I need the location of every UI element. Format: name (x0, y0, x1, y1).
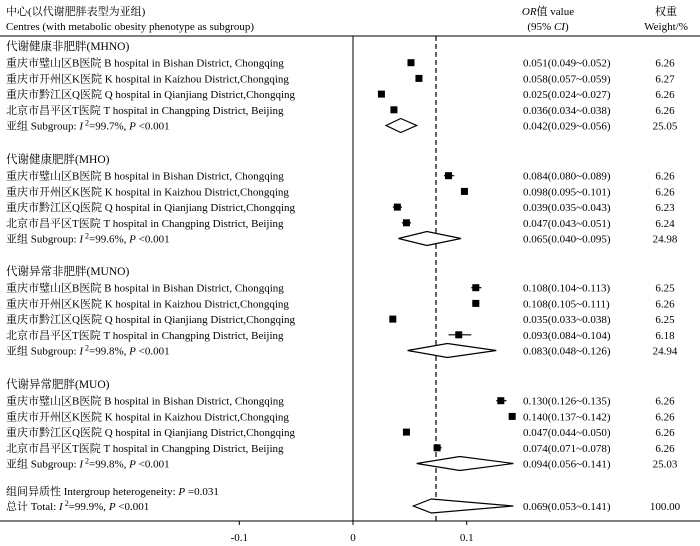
study-label: 北京市昌平区T医院 T hospital in Changping District, Beijing (6, 104, 284, 117)
study-label: 重庆市黔江区Q医院 Q hospital in Qianjiang District,Chongqing (6, 314, 296, 327)
study-point (434, 444, 441, 451)
subgroup-stat-label-p-letter: P (129, 345, 136, 358)
subgroup-stat-label-i2-sup: 2 (83, 231, 90, 240)
subgroup-stat-label-prefix: 亚组 Subgroup: (6, 458, 80, 471)
study-or-ci: 0.051(0.049~0.052) (523, 57, 611, 70)
study-weight: 6.25 (655, 314, 675, 327)
subgroup-stat-label-p-value: <0.001 (135, 345, 170, 358)
study-or-ci: 0.035(0.033~0.038) (523, 314, 611, 327)
study-point (407, 59, 414, 66)
heterogeneity-row (6, 484, 219, 498)
subgroup-stat-label-i2-letter: I (79, 120, 84, 133)
study-weight: 6.26 (655, 411, 675, 424)
overall-stat-label-i2-sup: 2 (62, 498, 69, 508)
study-label: 重庆市黔江区Q医院 Q hospital in Qianjiang District,Chongqing (6, 202, 296, 215)
subgroup-stat-label (6, 343, 170, 358)
study-point (390, 106, 397, 113)
study-or-ci: 0.108(0.104~0.113) (523, 282, 611, 295)
study-weight: 6.18 (655, 329, 675, 342)
study-row (6, 103, 675, 117)
overall-stat-label-prefix: 总计 Total: (6, 501, 60, 513)
subgroup-or-ci: 0.065(0.040~0.095) (523, 233, 611, 246)
study-point (461, 188, 468, 195)
study-point (403, 219, 410, 226)
study-weight: 6.26 (655, 57, 675, 70)
subgroup-summary-row (6, 456, 678, 471)
study-point (509, 413, 516, 420)
subgroup-summary-row (6, 343, 678, 358)
study-label: 重庆市开州区K医院 K hospital in Kaizhou District,Chongqing (6, 186, 289, 199)
subgroup-stat-label-prefix: 亚组 Subgroup: (6, 120, 80, 133)
study-or-ci: 0.047(0.044~0.050) (523, 427, 611, 440)
study-label: 重庆市璧山区B医院 B hospital in Bishan District, Chongqing (6, 170, 284, 183)
study-label: 北京市昌平区T医院 T hospital in Changping District, Beijing (6, 329, 284, 342)
subgroup-weight: 25.05 (652, 120, 678, 133)
heterogeneity-label-p-letter: P (178, 486, 186, 498)
subgroup-stat-label-p-letter: P (129, 120, 136, 133)
heterogeneity-label-p-value: =0.031 (185, 486, 219, 498)
subgroup-stat-label-i2-sup: 2 (83, 118, 90, 127)
study-weight: 6.26 (655, 104, 675, 117)
study-row (6, 425, 675, 439)
study-row (6, 87, 675, 101)
subgroup-or-ci: 0.042(0.029~0.056) (523, 120, 611, 133)
study-point (497, 397, 504, 404)
study-or-ci: 0.074(0.071~0.078) (523, 442, 611, 455)
overall-or-ci: 0.069(0.053~0.141) (523, 501, 611, 513)
study-point (415, 75, 422, 82)
subgroup-stat-label (6, 231, 170, 246)
study-or-ci: 0.098(0.095~0.101) (523, 186, 611, 199)
weight-header-line2: Weight/% (644, 21, 688, 33)
subgroup-summary-row (6, 231, 678, 246)
study-or-ci: 0.093(0.084~0.104) (523, 329, 611, 342)
subgroup-title: 代谢健康肥胖(MHO) (6, 154, 110, 166)
subgroup-block (6, 39, 678, 133)
study-weight: 6.26 (655, 170, 675, 183)
study-label: 重庆市黔江区Q医院 Q hospital in Qianjiang District,Chongqing (6, 427, 296, 440)
or-header-line1 (522, 4, 574, 18)
subgroup-diamond (386, 119, 417, 133)
study-or-ci: 0.036(0.034~0.038) (523, 104, 611, 117)
study-row (6, 169, 675, 183)
x-tick-label: 0.1 (459, 532, 474, 544)
study-or-ci: 0.108(0.105~0.111) (523, 298, 610, 311)
x-tick-label: 0 (350, 532, 356, 544)
study-weight: 6.26 (655, 186, 675, 199)
study-or-ci: 0.039(0.035~0.043) (523, 202, 611, 215)
study-row (6, 281, 675, 295)
study-row (6, 409, 675, 423)
x-tick-label: -0.1 (230, 532, 249, 544)
study-point (378, 91, 385, 98)
study-row (6, 216, 675, 230)
study-row (6, 200, 675, 214)
subgroup-stat-label (6, 118, 170, 133)
study-point (445, 172, 452, 179)
study-label: 重庆市璧山区B医院 B hospital in Bishan District, Chongqing (6, 395, 284, 408)
study-or-ci: 0.140(0.137~0.142) (523, 411, 611, 424)
study-row (6, 71, 675, 85)
study-weight: 6.26 (655, 298, 675, 311)
subgroup-stat-label-prefix: 亚组 Subgroup: (6, 345, 80, 358)
overall-stat-label-i2-letter: I (59, 501, 63, 513)
study-label: 重庆市开州区K医院 K hospital in Kaizhou District,Chongqing (6, 411, 289, 424)
study-weight: 6.25 (655, 282, 675, 295)
subgroup-weight: 24.94 (652, 345, 678, 358)
subgroup-stat-label (6, 456, 170, 471)
heterogeneity-label (6, 484, 219, 498)
study-row (6, 56, 675, 70)
overall-weight: 100.00 (649, 501, 681, 513)
study-row (6, 394, 675, 408)
subgroup-block (6, 264, 678, 358)
subgroup-stat-label-i2-value: =99.8%, (89, 345, 130, 358)
subgroup-stat-label-i2-sup: 2 (83, 456, 90, 465)
study-point (389, 316, 396, 323)
or-header-line2 (527, 21, 569, 33)
or-header-value: 值 value (536, 6, 575, 18)
subgroup-block (6, 377, 678, 471)
study-label: 北京市昌平区T医院 T hospital in Changping District, Beijing (6, 217, 284, 230)
study-or-ci: 0.084(0.080~0.089) (523, 170, 611, 183)
study-or-ci: 0.025(0.024~0.027) (523, 89, 611, 102)
subgroup-stat-label-i2-value: =99.6%, (89, 233, 130, 246)
weight-header-line1: 权重 (655, 6, 677, 18)
study-weight: 6.26 (655, 427, 675, 440)
overall-stat-label-p-letter: P (108, 501, 116, 513)
study-or-ci: 0.047(0.043~0.051) (523, 217, 611, 230)
study-label: 重庆市璧山区B医院 B hospital in Bishan District, Chongqing (6, 57, 284, 70)
study-row (6, 312, 675, 326)
study-row (6, 441, 675, 455)
or-header-ci-post: ) (564, 21, 569, 33)
subgroup-block (6, 152, 678, 246)
subgroup-diamond (408, 344, 497, 358)
subgroup-stat-label-p-value: <0.001 (135, 120, 170, 133)
overall-stat-label (6, 499, 149, 514)
study-label: 重庆市开州区K医院 K hospital in Kaizhou District,Chongqing (6, 298, 289, 311)
subgroup-stat-label-i2-value: =99.7%, (89, 120, 130, 133)
subgroup-title: 代谢健康非肥胖(MHNO) (6, 41, 130, 53)
study-weight: 6.26 (655, 395, 675, 408)
subgroup-or-ci: 0.083(0.048~0.126) (523, 345, 611, 358)
subgroup-weight: 24.98 (652, 233, 678, 246)
subgroup-stat-label-i2-sup: 2 (83, 343, 90, 352)
subgroup-stat-label-i2-letter: I (79, 233, 84, 246)
subgroup-stat-label-prefix: 亚组 Subgroup: (6, 233, 80, 246)
subgroup-title: 代谢异常非肥胖(MUNO) (6, 266, 130, 278)
study-label: 重庆市黔江区Q医院 Q hospital in Qianjiang District,Chongqing (6, 89, 296, 102)
subgroup-stat-label-p-value: <0.001 (135, 233, 170, 246)
study-weight: 6.26 (655, 442, 675, 455)
study-weight: 6.27 (655, 73, 675, 86)
subgroup-diamond (417, 457, 514, 471)
study-row (6, 184, 675, 198)
study-point (394, 204, 401, 211)
centre-title: 中心(以代谢肥胖表型为亚组) (6, 6, 146, 18)
study-or-ci: 0.058(0.057~0.059) (523, 73, 611, 86)
subgroup-stat-label-p-value: <0.001 (135, 458, 170, 471)
study-label: 重庆市开州区K医院 K hospital in Kaizhou District,Chongqing (6, 73, 289, 86)
subgroup-stat-label-p-letter: P (129, 458, 136, 471)
subgroup-title: 代谢异常肥胖(MUO) (6, 379, 110, 391)
subgroup-summary-row (6, 118, 678, 133)
subgroup-stat-label-i2-letter: I (79, 345, 84, 358)
study-point (472, 284, 479, 291)
or-header-ci: CI (553, 21, 565, 33)
study-row (6, 296, 675, 310)
study-label: 重庆市璧山区B医院 B hospital in Bishan District, Chongqing (6, 282, 284, 295)
study-weight: 6.26 (655, 89, 675, 102)
subgroup-or-ci: 0.094(0.056~0.141) (523, 458, 611, 471)
subgroup-weight: 25.03 (652, 458, 678, 471)
heterogeneity-label-prefix: 组间异质性 Intergroup heterogeneity: (6, 486, 179, 498)
subgroup-diamond (398, 232, 461, 246)
study-or-ci: 0.130(0.126~0.135) (523, 395, 611, 408)
overall-diamond (413, 499, 513, 513)
study-point (403, 429, 410, 436)
subgroup-stat-label-i2-value: =99.8%, (89, 458, 130, 471)
overall-stat-label-p-value: <0.001 (115, 501, 150, 513)
overall-stat-label-i2-value: =99.9%, (68, 501, 109, 513)
study-weight: 6.23 (655, 202, 675, 215)
or-header-ci-pre: (95% (527, 21, 554, 33)
overall-row (6, 499, 681, 514)
study-point (472, 300, 479, 307)
study-point (455, 331, 462, 338)
subgroup-stat-label-p-letter: P (129, 233, 136, 246)
study-weight: 6.24 (655, 217, 675, 230)
centre-subtitle: Centres (with metabolic obesity phenotype as subgroup) (6, 21, 255, 33)
subgroup-stat-label-i2-letter: I (79, 458, 84, 471)
study-label: 北京市昌平区T医院 T hospital in Changping District, Beijing (6, 442, 284, 455)
or-header-or: OR (521, 6, 537, 18)
study-row (6, 328, 675, 342)
